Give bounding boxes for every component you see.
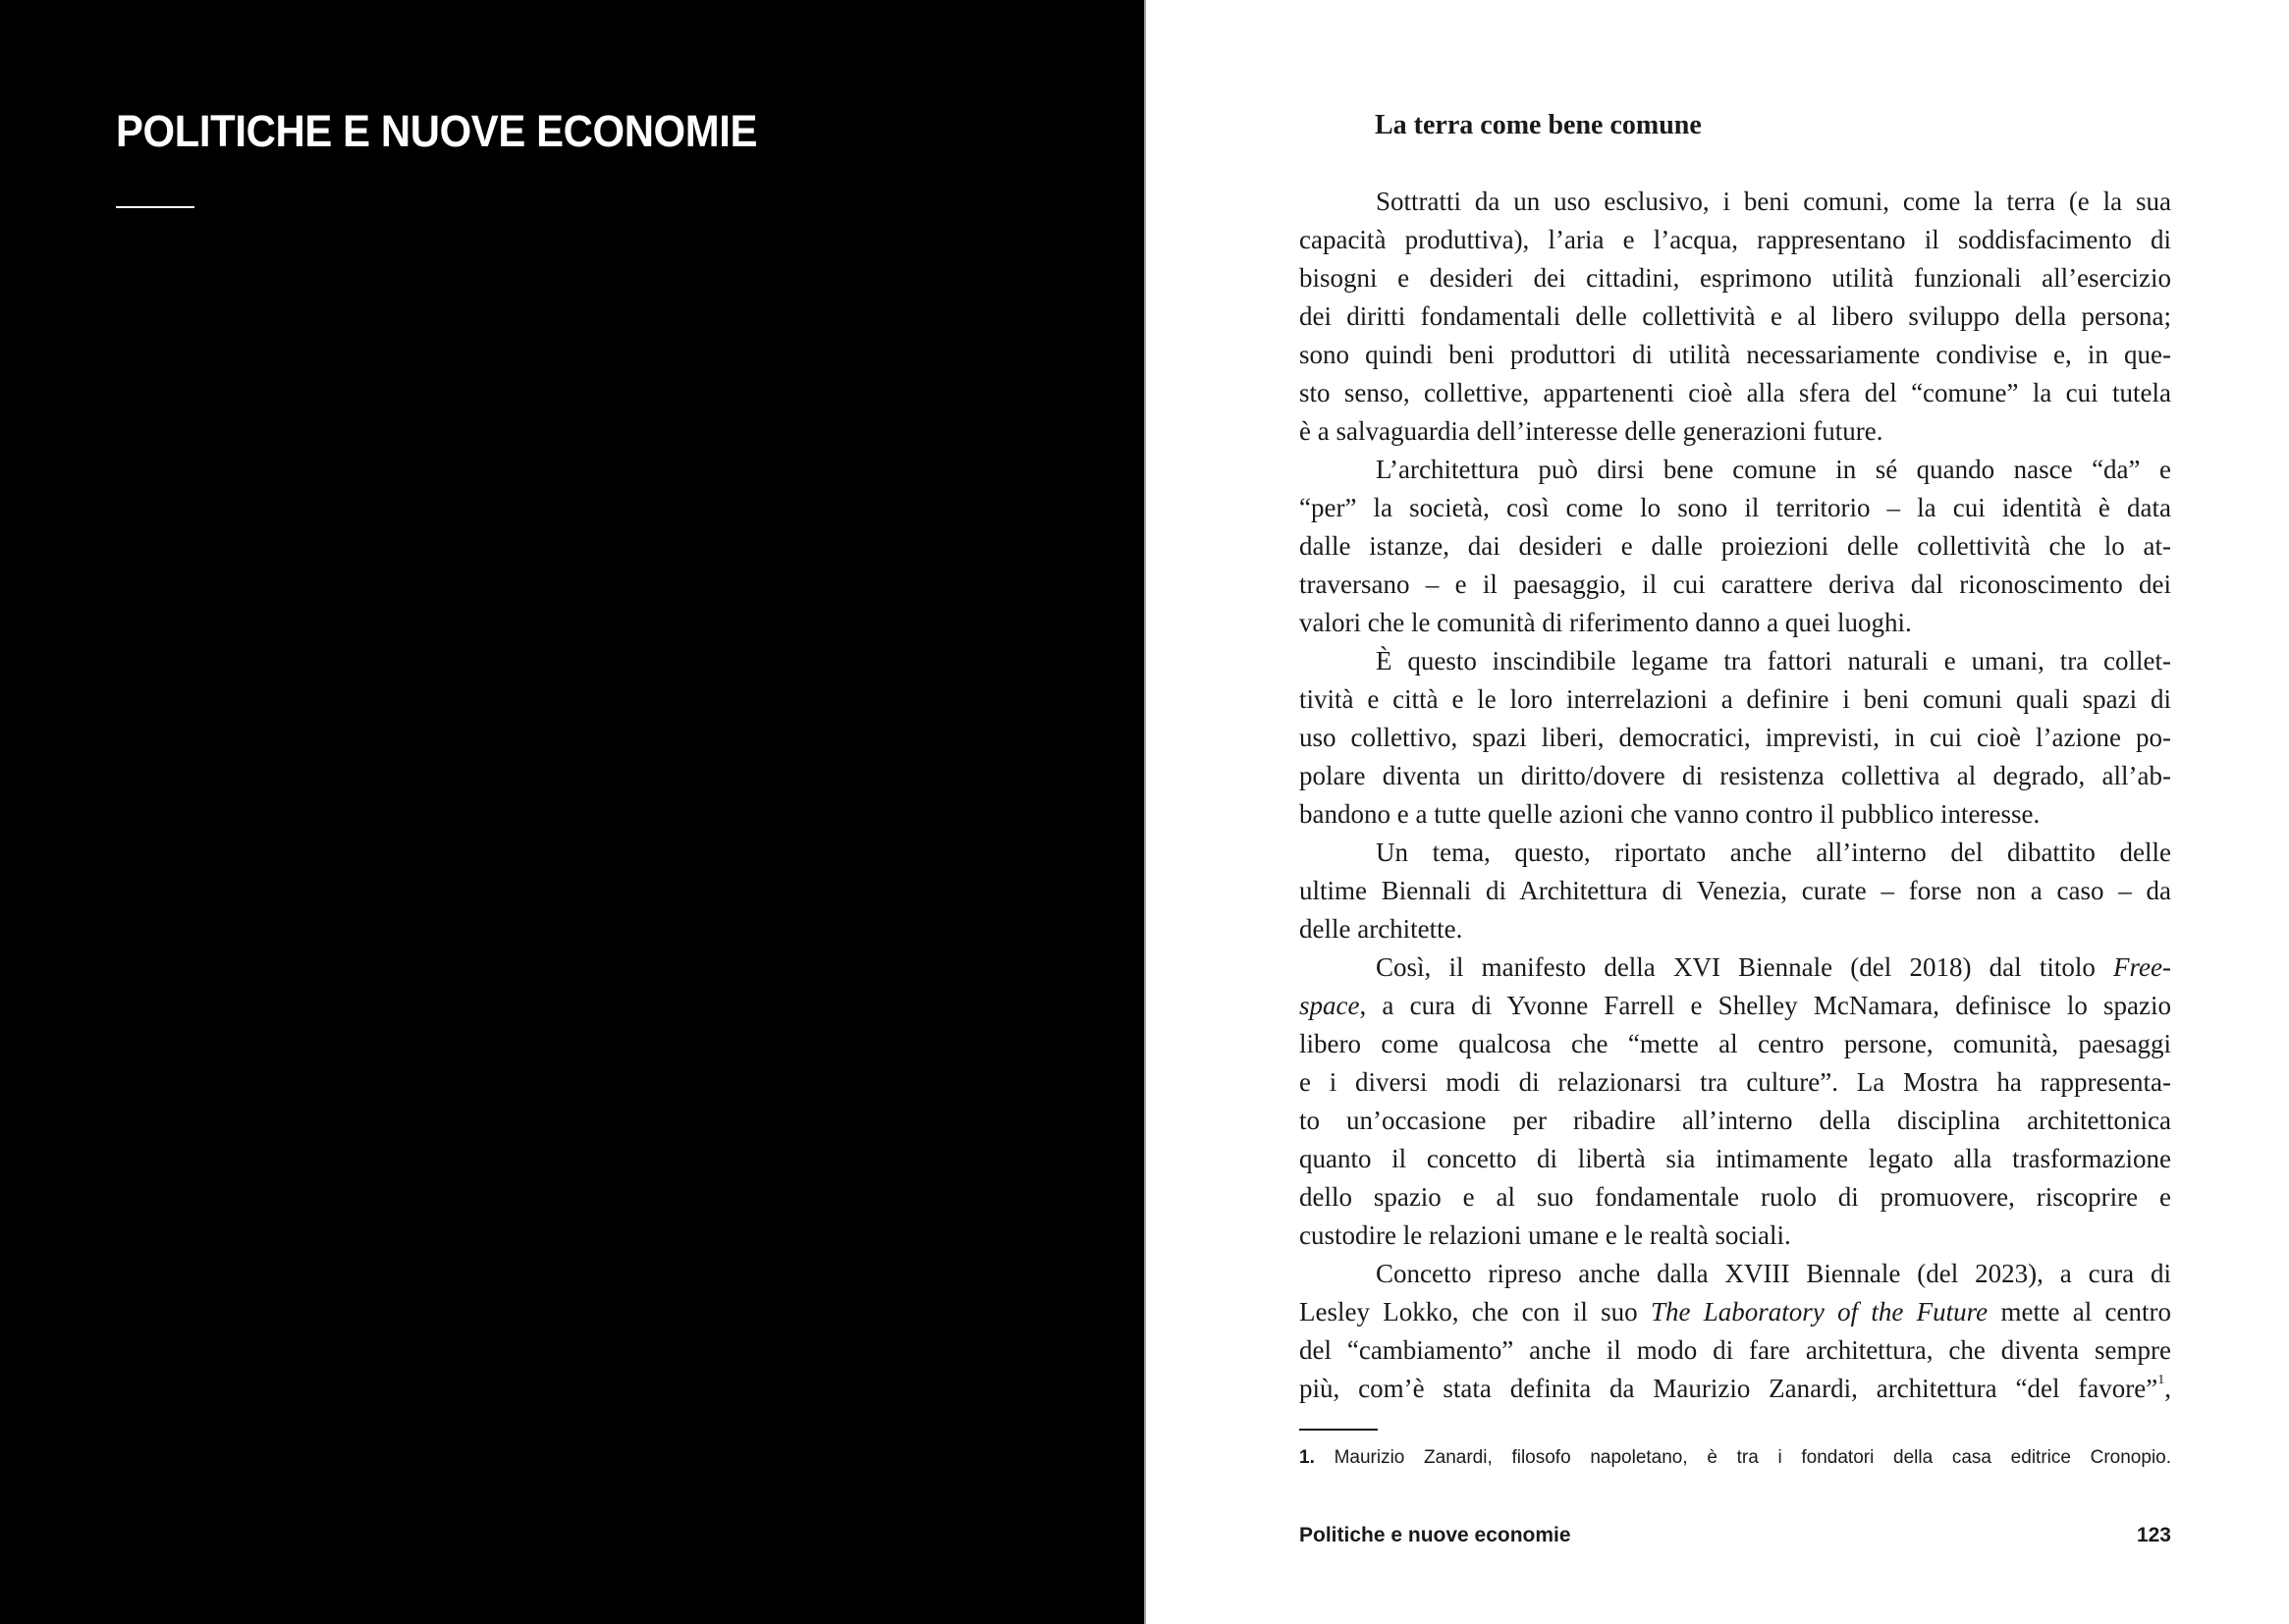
text-line: sono quindi beni produttori di utilità necessariamente condivise e, in que- [1299, 340, 2171, 369]
chapter-title-rule [116, 206, 194, 208]
text-line [1299, 1370, 2171, 1408]
footnote-reference[interactable]: 1 [2157, 1373, 2165, 1387]
running-title: Politiche e nuove economie [1299, 1524, 1571, 1546]
text-line: bisogni e desideri dei cittadini, esprimono utilità funzionali all’esercizio [1299, 263, 2171, 293]
italic-title-freespace: space [1299, 991, 1360, 1020]
page-number: 123 [2136, 1524, 2171, 1546]
text-line: delle architette. [1299, 914, 1463, 944]
text-run: , a cura di Yvonne Farrell e Shelley McNamara, definisce lo spazio [1359, 991, 2171, 1020]
text-line: Concetto ripreso anche dalla XVIII Biennale (del 2023), a cura di [1376, 1259, 2171, 1288]
text-line: quanto il concetto di libertà sia intimamente legato alla trasformazione [1299, 1144, 2171, 1173]
italic-title-laboratory: The Laboratory of the Future [1650, 1297, 1989, 1326]
text-run: , [2164, 1374, 2171, 1403]
text-line: valori che le comunità di riferimento danno a quei luoghi. [1299, 608, 1912, 637]
text-run: mette al centro [1988, 1297, 2171, 1326]
text-line [1299, 987, 2171, 1025]
text-line: libero come qualcosa che “mette al centro persone, comunità, paesaggi [1299, 1029, 2171, 1058]
footnote-number: 1. [1299, 1447, 1315, 1468]
text-line: è a salvaguardia dell’interesse delle generazioni future. [1299, 416, 1883, 446]
text-line: dello spazio e al suo fondamentale ruolo di promuovere, riscoprire e [1299, 1182, 2171, 1212]
text-line: È questo inscindibile legame tra fattori naturali e umani, tra collet- [1376, 646, 2171, 676]
text-line: Sottratti da un uso esclusivo, i beni comuni, come la terra (e la sua [1376, 187, 2171, 216]
left-page [0, 0, 1144, 1624]
text-line: L’architettura può dirsi bene comune in sé quando nasce “da” e [1376, 455, 2171, 484]
footnote-rule [1299, 1429, 1378, 1431]
body-text [1299, 183, 2171, 1408]
text-line: traversano – e il paesaggio, il cui carattere deriva dal riconoscimento dei [1299, 569, 2171, 599]
text-line: to un’occasione per ribadire all’interno della disciplina architettonica [1299, 1106, 2171, 1135]
section-heading: La terra come bene comune [1375, 110, 1702, 140]
text-line: dei diritti fondamentali delle collettività e al libero sviluppo della persona; [1299, 301, 2171, 331]
chapter-title: POLITICHE E NUOVE ECONOMIE [116, 106, 758, 156]
text-run: Così, il manifesto della XVI Biennale (del 2018) dal titolo [1376, 952, 2114, 982]
text-line: capacità produttiva), l’aria e l’acqua, rappresentano il soddisfacimento di [1299, 225, 2171, 254]
text-line: bandono e a tutte quelle azioni che vanno contro il pubblico interesse. [1299, 799, 2041, 829]
italic-title-freespace: Free- [2113, 952, 2171, 982]
text-line: e i diversi modi di relazionarsi tra culture”. La Mostra ha rappresenta- [1299, 1067, 2171, 1097]
text-line: Un tema, questo, riportato anche all’interno del dibattito delle [1376, 838, 2171, 867]
text-line [1299, 948, 2171, 987]
running-footer [1299, 1524, 2171, 1547]
text-run: Lesley Lokko, che con il suo [1299, 1297, 1651, 1326]
text-line [1299, 1293, 2171, 1331]
footnote [1299, 1447, 2171, 1469]
text-line: tività e città e le loro interrelazioni a definire i beni comuni quali spazi di [1299, 684, 2171, 714]
text-line: polare diventa un diritto/dovere di resistenza collettiva al degrado, all’ab- [1299, 761, 2171, 790]
text-line: custodire le relazioni umane e le realtà sociali. [1299, 1220, 1791, 1250]
text-line: sto senso, collettive, appartenenti cioè alla sfera del “comune” la cui tutela [1299, 378, 2171, 407]
text-line: ultime Biennali di Architettura di Venezia, curate – forse non a caso – da [1299, 876, 2171, 905]
footnote-text: Maurizio Zanardi, filosofo napoletano, è tra i fondatori della casa editrice Cronopio. [1334, 1447, 2172, 1468]
text-line: “per” la società, così come lo sono il territorio – la cui identità è data [1299, 493, 2171, 522]
text-line: del “cambiamento” anche il modo di fare architettura, che diventa sempre [1299, 1335, 2171, 1365]
text-run: più, com’è stata definita da Maurizio Zanardi, architettura “del favore” [1299, 1374, 2158, 1403]
text-line: uso collettivo, spazi liberi, democratici, imprevisti, in cui cioè l’azione po- [1299, 723, 2171, 752]
text-line: dalle istanze, dai desideri e dalle proiezioni delle collettività che lo at- [1299, 531, 2171, 561]
